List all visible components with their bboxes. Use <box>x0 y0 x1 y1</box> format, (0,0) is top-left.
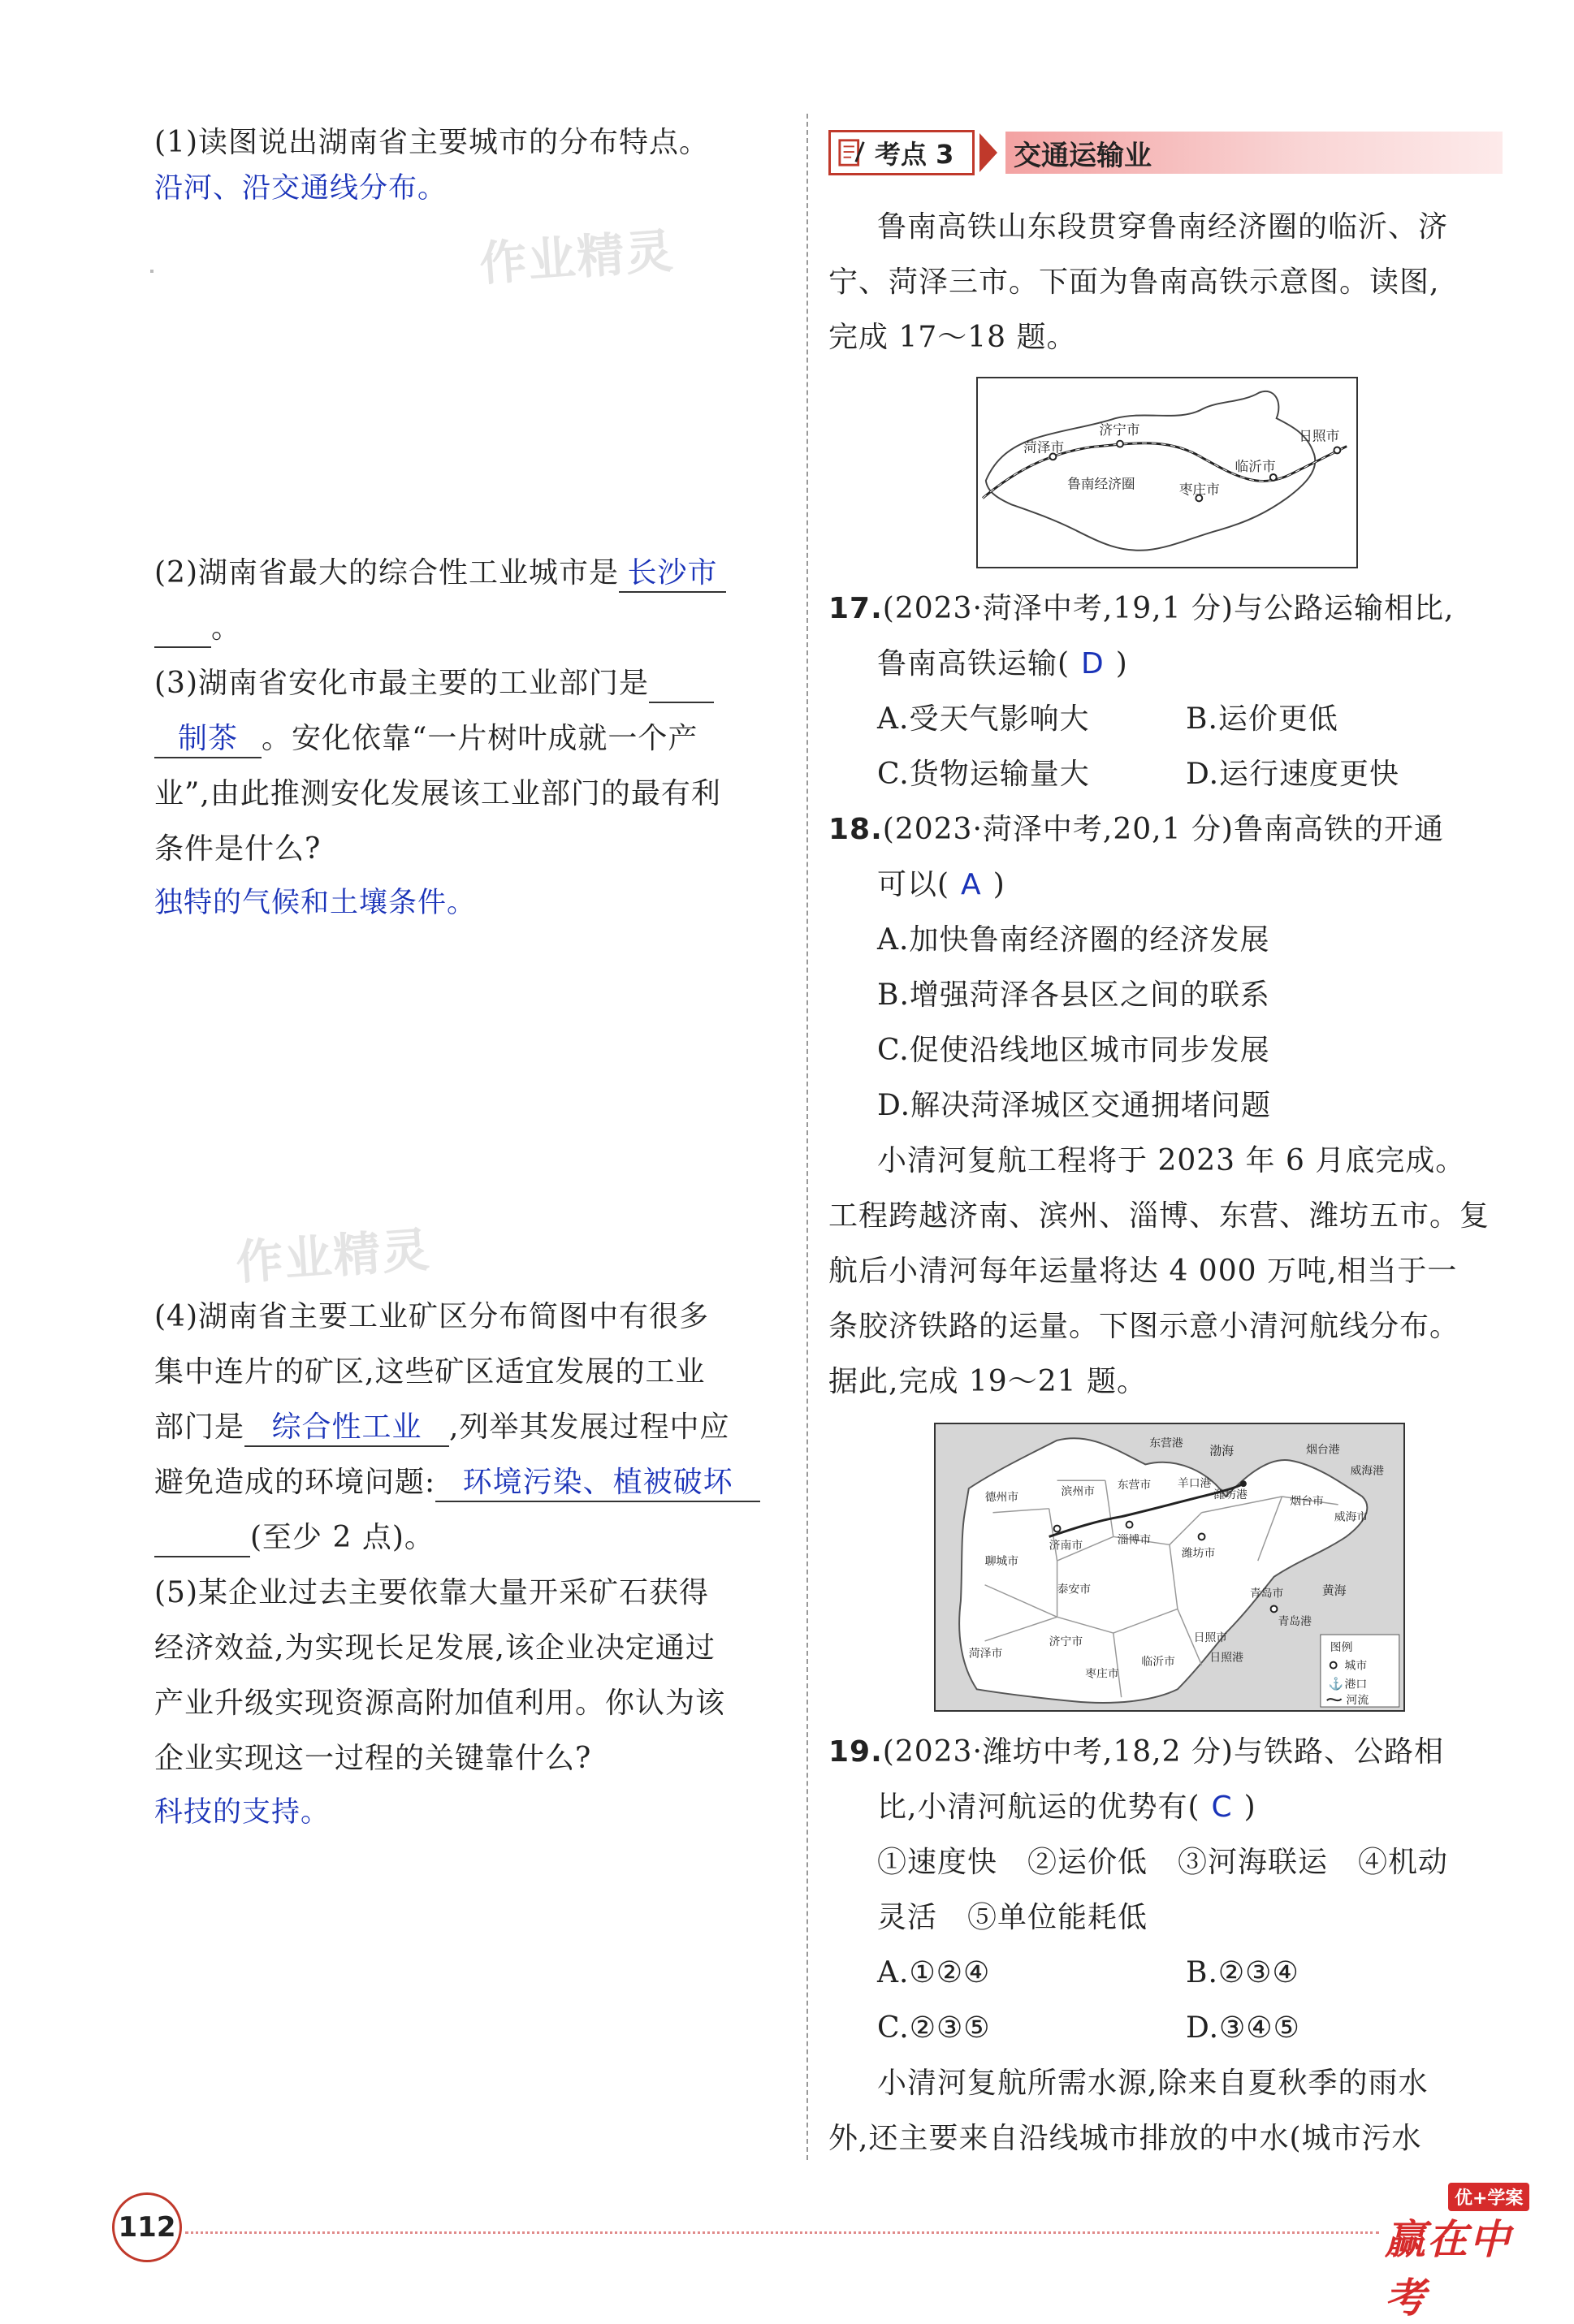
intro3-line1: 小清河复航所需水源,除来自夏秋季的雨水 <box>877 2067 1429 2100</box>
q2-suffix: 。 <box>211 611 242 645</box>
q17-stem: (2023·菏泽中考,19,1 分)与公路运输相比, <box>882 592 1455 625</box>
q19-answer: C <box>1211 1791 1233 1824</box>
intro2-line4: 条胶济铁路的运量。下图示意小清河航线分布。 <box>828 1310 1460 1343</box>
q19-items2: 灵活 ⑤单位能耗低 <box>877 1901 1148 1934</box>
q19-stem2: 比,小清河航运的优势有( <box>877 1791 1200 1824</box>
map2-rizhao: 日照市 <box>1193 1631 1228 1644</box>
map2-legend-port: 港口 <box>1344 1678 1368 1691</box>
map1-linyi-dot <box>1270 474 1277 481</box>
intro3-line2: 外,还主要来自沿线城市排放的中水(城市污水 <box>828 2122 1422 2155</box>
map2-legend-title: 图例 <box>1330 1640 1353 1654</box>
intro2-line2: 工程跨越济南、滨州、淄博、东营、潍坊五市。复 <box>828 1199 1490 1233</box>
topic-label-box <box>828 130 975 175</box>
map2-weifang-port: 潍坊港 <box>1213 1488 1248 1501</box>
map2-weifang-dot <box>1199 1533 1205 1540</box>
q2-line1 <box>154 555 726 593</box>
topic-title: 交通运输业 <box>1005 132 1503 174</box>
q5-answer: 科技的支持。 <box>154 1796 331 1829</box>
q18-option-a: A.加快鲁南经济圈的经济发展 <box>877 923 1270 957</box>
xiaoqing-river-map-svg <box>936 1424 1403 1710</box>
q19-option-d: D.③④⑤ <box>1186 2011 1300 2045</box>
pen-notebook-icon <box>837 137 868 168</box>
map2-weihai: 威海市 <box>1334 1510 1369 1524</box>
q19-number: 19. <box>828 1735 883 1769</box>
intro2-line3: 航后小清河每年运量将达 4 000 万吨,相当于一 <box>828 1255 1458 1288</box>
map2-legend-anchor-icon: ⚓ <box>1328 1677 1344 1691</box>
q18-stem: (2023·菏泽中考,20,1 分)鲁南高铁的开通 <box>882 813 1444 846</box>
q17-answer: D <box>1081 647 1105 680</box>
lunan-railway-map <box>976 377 1358 568</box>
map2-liaocheng: 聊城市 <box>984 1555 1019 1569</box>
map2-linyi: 临沂市 <box>1141 1655 1175 1669</box>
q3-prefix: (3)湖南省安化市最主要的工业部门是 <box>154 667 649 700</box>
map2-yantai: 烟台市 <box>1290 1494 1324 1508</box>
map2-jining: 济宁市 <box>1049 1635 1083 1648</box>
map1-jining-label: 济宁市 <box>1099 421 1140 438</box>
q17-stem2: 鲁南高铁运输( <box>877 647 1070 680</box>
map1-heze-label: 菏泽市 <box>1023 438 1065 456</box>
map1-zaozhuang-label: 枣庄市 <box>1178 481 1220 498</box>
intro1-line2: 宁、菏泽三市。下面为鲁南高铁示意图。读图, <box>828 266 1440 299</box>
q19-option-b: B.②③④ <box>1186 1956 1299 1989</box>
q2-blank-tail <box>154 611 211 648</box>
q4-line4-prefix: 避免造成的环境问题: <box>154 1466 436 1499</box>
map1-rizhao-dot <box>1334 447 1340 454</box>
xiaoqing-river-map <box>934 1423 1405 1712</box>
q2-prefix: (2)湖南省最大的综合性工业城市是 <box>154 556 619 590</box>
map2-binzhou: 滨州市 <box>1061 1485 1096 1499</box>
q3-line2 <box>154 721 698 758</box>
q17-close: ) <box>1115 647 1128 680</box>
q2-line2 <box>154 611 241 648</box>
q1-answer: 沿河、沿交通线分布。 <box>154 172 448 205</box>
map2-legend-city: 城市 <box>1344 1659 1368 1673</box>
q18-option-c: C.促使沿线地区城市同步发展 <box>877 1034 1270 1067</box>
q19-line1 <box>828 1734 1444 1770</box>
q17-line2 <box>877 646 1128 682</box>
q4-answer1-blank: 综合性工业 <box>244 1410 449 1447</box>
map1-jining-dot <box>1117 441 1123 447</box>
q4-blank-tail <box>154 1520 250 1557</box>
q18-line2 <box>877 867 1005 903</box>
brand-main: 赢在中考 <box>1385 2216 1511 2322</box>
q5-line3: 产业升级实现资源高附加值利用。你认为该 <box>154 1687 726 1720</box>
intro1-line3: 完成 17～18 题。 <box>828 321 1077 354</box>
q18-option-d: D.解决菏泽城区交通拥堵问题 <box>877 1089 1272 1122</box>
q4-line3-prefix: 部门是 <box>154 1410 245 1444</box>
map2-legend-city-icon <box>1330 1662 1337 1669</box>
watermark-top: 作业精灵 <box>478 222 677 292</box>
q18-option-b: B.增强菏泽各县区之间的联系 <box>877 978 1270 1012</box>
topic-header <box>828 130 1503 175</box>
map2-yantai-port: 烟台港 <box>1306 1443 1340 1457</box>
intro2-line1: 小清河复航工程将于 2023 年 6 月底完成。 <box>877 1144 1466 1177</box>
map2-legend-river: 河流 <box>1346 1694 1369 1708</box>
topic-arrow-icon <box>979 133 997 172</box>
q3-answer2: 独特的气候和土壤条件。 <box>154 887 477 919</box>
map1-rizhao-label: 日照市 <box>1299 427 1340 444</box>
map2-qingdao-port: 青岛港 <box>1278 1615 1312 1629</box>
map2-yangkou-dot <box>1240 1480 1247 1487</box>
q18-close: ) <box>992 868 1005 901</box>
watermark-bottom: 作业精灵 <box>234 1221 433 1291</box>
map2-zibo-dot <box>1126 1522 1133 1528</box>
q4-line1: (4)湖南省主要工业矿区分布简图中有很多 <box>154 1300 709 1333</box>
map2-weifang: 潍坊市 <box>1181 1547 1216 1561</box>
margin-mark <box>150 270 154 273</box>
q17-option-d: D.运行速度更快 <box>1186 758 1400 791</box>
map2-weihai-port: 威海港 <box>1350 1464 1384 1478</box>
q2-answer-blank: 长沙市 <box>619 555 726 593</box>
map1-circle-label: 鲁南经济圈 <box>1067 475 1135 492</box>
q19-items1: ①速度快 ②运价低 ③河海联运 ④机动 <box>877 1846 1449 1879</box>
q3-line1 <box>154 666 714 703</box>
q4-line4 <box>154 1465 760 1502</box>
q3-answer-blank: 制茶 <box>154 721 262 758</box>
q18-answer: A <box>961 868 982 901</box>
map2-jinan-dot <box>1054 1526 1061 1532</box>
q18-line1 <box>828 812 1444 848</box>
q17-line1 <box>828 591 1454 627</box>
map2-taian: 泰安市 <box>1057 1583 1092 1596</box>
map2-dongying-port: 东营港 <box>1149 1436 1183 1450</box>
q17-number: 17. <box>828 592 883 625</box>
q18-stem2: 可以( <box>877 868 950 901</box>
map2-yangkou: 羊口港 <box>1177 1477 1212 1491</box>
q17-option-a: A.受天气影响大 <box>877 702 1090 736</box>
q19-close: ) <box>1243 1791 1256 1824</box>
map2-qingdao-dot <box>1271 1605 1278 1612</box>
q3-line4: 条件是什么? <box>154 832 322 866</box>
q3-blank-head <box>649 666 714 703</box>
map2-heze: 菏泽市 <box>968 1647 1003 1661</box>
q4-answer2-blank: 环境污染、植被破坏 <box>435 1465 760 1502</box>
map1-linyi-label: 临沂市 <box>1235 458 1276 475</box>
q19-option-a: A.①②④ <box>877 1956 991 1989</box>
q19-line2 <box>877 1790 1256 1825</box>
map2-jinan: 济南市 <box>1049 1539 1083 1553</box>
q4-line5-suffix: (至少 2 点)。 <box>250 1521 435 1554</box>
q4-line5 <box>154 1520 435 1557</box>
page-number: 112 <box>112 2192 182 2262</box>
q18-number: 18. <box>828 813 883 846</box>
column-divider <box>806 114 808 2160</box>
q4-line2: 集中连片的矿区,这些矿区适宜发展的工业 <box>154 1355 706 1389</box>
q4-line3-suffix: ,列举其发展过程中应 <box>449 1410 730 1444</box>
q5-line1: (5)某企业过去主要依靠大量开采矿石获得 <box>154 1576 709 1609</box>
intro1-line1: 鲁南高铁山东段贯穿鲁南经济圈的临沂、济 <box>877 210 1449 244</box>
q1-question: (1)读图说出湖南省主要城市的分布特点。 <box>154 126 709 159</box>
q17-option-b: B.运价更低 <box>1186 702 1338 736</box>
intro2-line5: 据此,完成 19～21 题。 <box>828 1365 1147 1398</box>
brand-top: 优+学案 <box>1448 2183 1529 2211</box>
map2-bohai: 渤海 <box>1209 1444 1235 1458</box>
topic-label: 考点 3 <box>875 139 954 170</box>
q5-line4: 企业实现这一过程的关键靠什么? <box>154 1742 592 1775</box>
map2-dezhou: 德州市 <box>984 1490 1019 1504</box>
q17-option-c: C.货物运输量大 <box>877 758 1090 791</box>
q3-line2-rest: 。安化依靠“一片树叶成就一个产 <box>262 722 698 755</box>
lunan-railway-map-svg <box>978 378 1356 567</box>
q5-line2: 经济效益,为实现长足发展,该企业决定通过 <box>154 1631 716 1665</box>
map2-huanghai: 黄海 <box>1321 1583 1347 1598</box>
q4-line3 <box>154 1410 729 1447</box>
map2-zaozhuang: 枣庄市 <box>1085 1667 1119 1681</box>
map2-dongying: 东营市 <box>1117 1479 1152 1492</box>
q19-option-c: C.②③⑤ <box>877 2011 991 2045</box>
q3-line3: 业”,由此推测安化发展该工业部门的最有利 <box>154 777 721 810</box>
q19-stem: (2023·潍坊中考,18,2 分)与铁路、公路相 <box>882 1735 1444 1769</box>
brand-logo <box>1385 2183 1539 2322</box>
map2-qingdao: 青岛市 <box>1249 1587 1284 1600</box>
map2-zibo: 淄博市 <box>1117 1533 1152 1547</box>
map2-rizhao-port: 日照港 <box>1209 1651 1243 1665</box>
footer-divider <box>185 2231 1379 2234</box>
